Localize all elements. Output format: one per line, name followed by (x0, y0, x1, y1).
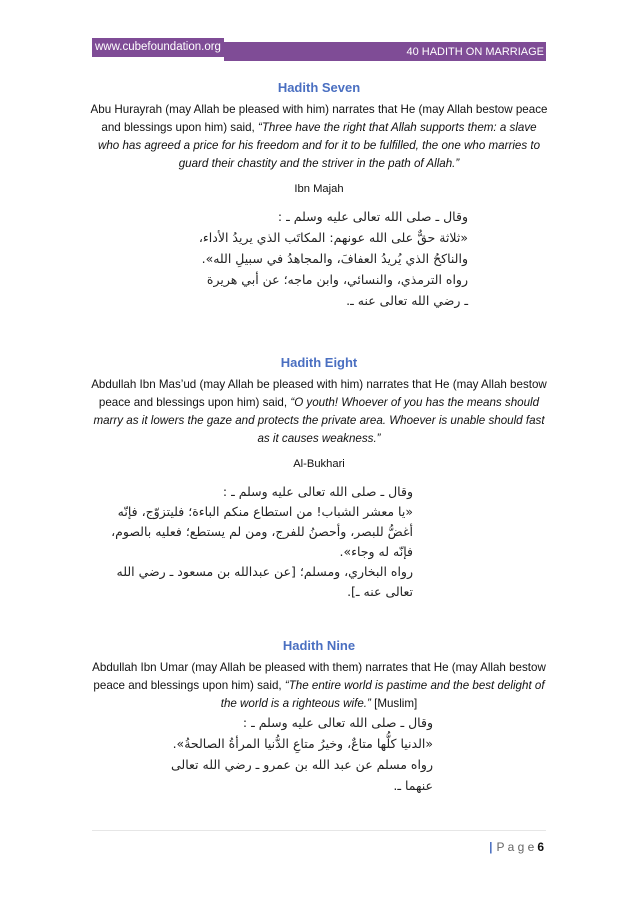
hadith-eight-quote: “O youth! Whoever of you has the means should marry as it lowers the gaze and protects the private area. Whoever is unable should fast as it causes weakness.” (93, 396, 545, 445)
arabic-line: ـ رضي الله تعالى عنه ـ. (346, 293, 468, 308)
hadith-nine-quote: “The entire world is pastime and the best delight of the world is a righteous wife.” (220, 679, 545, 710)
page-separator: | (489, 840, 493, 854)
arabic-line: وقال ـ صلى الله تعالى عليه وسلم ـ : (222, 484, 413, 499)
hadith-nine-intro: Abdullah Ibn Umar (may Allah be pleased with them) narrates that He (may Allah bestow peace and blessings upon him) said, (92, 661, 546, 692)
hadith-eight-title: Hadith Eight (280, 355, 358, 370)
hadith-nine-arabic (171, 712, 433, 796)
arabic-line: تعالى عنه ـ]. (347, 584, 413, 599)
arabic-line: أغضُّ للبصر، وأحصنُ للفرج، ومن لم يستطع؛ فعليه بالصوم، (111, 524, 413, 539)
page-number (489, 840, 544, 854)
hadith-nine-title: Hadith Nine (282, 638, 356, 653)
arabic-line: والناكحُ الذي يُريدُ العفافَ، والمجاهدُ في سبيلِ الله». (201, 251, 468, 266)
document-title: 40 HADITH ON MARRIAGE (224, 42, 546, 61)
hadith-eight-intro: Abdullah Ibn Mas’ud (may Allah be pleased with him) narrates that He (may Allah bestow peace and blessings upon him) said, (91, 378, 547, 409)
page-number-value: 6 (537, 840, 544, 854)
arabic-line: «يا معشر الشباب! من استطاع منكم الباءة؛ فليتزوّج، فإنّه (117, 504, 413, 519)
hadith-seven-section (90, 80, 548, 195)
hadith-eight-section (90, 355, 548, 470)
arabic-line: رواه البخاري، ومسلم؛ [عن عبدالله بن مسعود ـ رضي الله (116, 564, 413, 579)
page-label: P a g e (496, 840, 535, 854)
hadith-nine-source: [Muslim] (374, 697, 418, 710)
hadith-seven-title: Hadith Seven (277, 80, 361, 95)
arabic-line: وقال ـ صلى الله تعالى عليه وسلم ـ : (277, 209, 468, 224)
hadith-nine-section (90, 638, 548, 713)
hadith-seven-source: Ibn Majah (294, 183, 344, 195)
website-url[interactable]: www.cubefoundation.org (92, 38, 224, 57)
arabic-line: رواه مسلم عن عبد الله بن عمرو ـ رضي الله تعالى (170, 757, 433, 772)
arabic-line: «الدنيا كلُّها متاعٌ، وخيرُ متاعِ الدُّنيا المرأةُ الصالحةُ». (172, 736, 433, 751)
page-header (92, 38, 546, 62)
arabic-line: فإنّه له وجاء». (339, 544, 413, 559)
hadith-nine-text (90, 659, 548, 713)
arabic-line: «ثلاثة حقٌّ على الله عونهم: المكاتَب الذي يريدُ الأداء، (198, 230, 468, 245)
hadith-eight-source: Al-Bukhari (293, 458, 345, 470)
hadith-eight-text (90, 376, 548, 448)
arabic-line: وقال ـ صلى الله تعالى عليه وسلم ـ : (242, 715, 433, 730)
hadith-seven-intro: Abu Hurayrah (may Allah be pleased with him) narrates that He (may Allah bestow peace and blessings upon him) said, (90, 103, 548, 134)
hadith-seven-arabic (199, 206, 468, 311)
hadith-eight-arabic (111, 482, 413, 602)
hadith-seven-quote: “Three have the right that Allah supports them: a slave who has agreed a price for his freedom and for it to be fulfilled, the one who marries to guard their chastity and the striver in the path of Allah.” (97, 121, 541, 170)
hadith-seven-text (90, 101, 548, 173)
footer-divider (92, 830, 546, 831)
arabic-line: عنهما ـ. (393, 778, 433, 793)
arabic-line: رواه الترمذي، والنسائي، وابن ماجه؛ عن أبي هريرة (206, 272, 468, 287)
